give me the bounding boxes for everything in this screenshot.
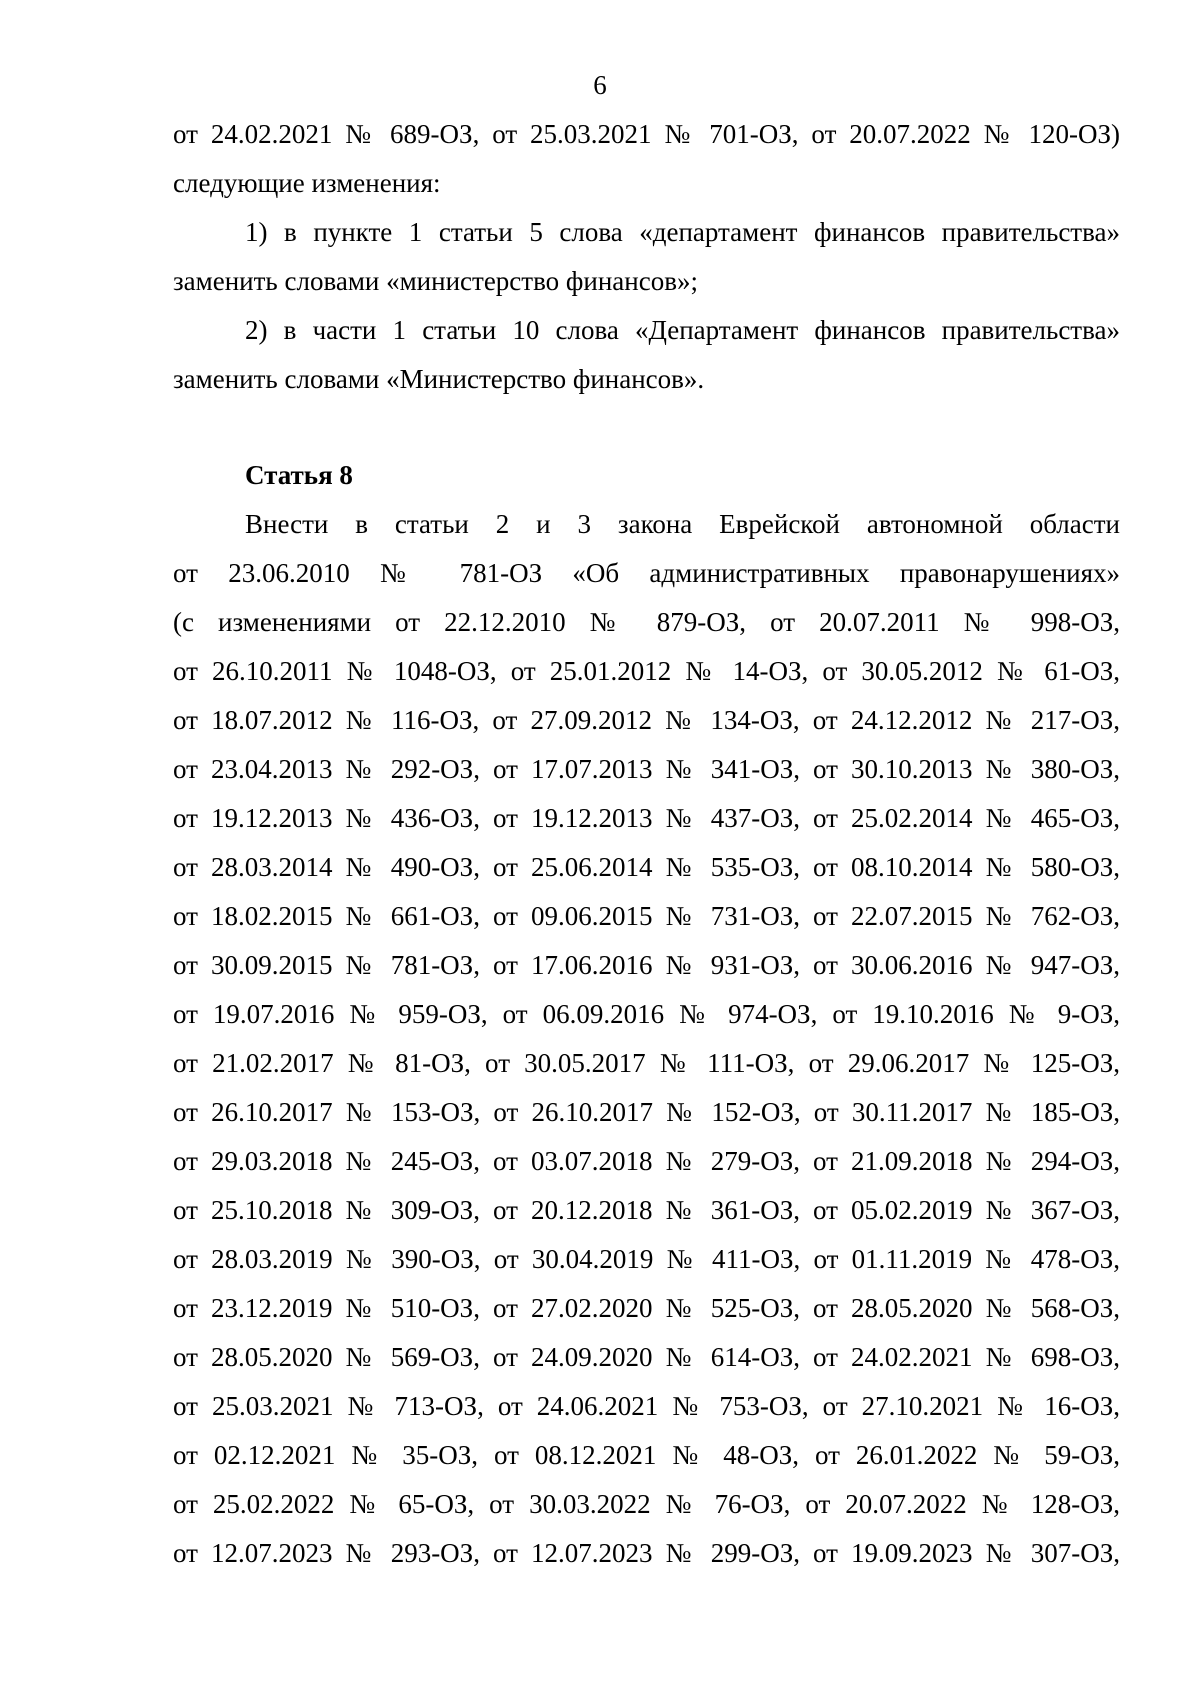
article-body [173,500,1120,1578]
page-number: 6 [593,70,607,100]
text-line: от 28.03.2014 № 490-ОЗ, от 25.06.2014 № 535-ОЗ, от 08.10.2014 № 580-ОЗ, [173,852,1120,882]
text-line: от 25.03.2021 № 713-ОЗ, от 24.06.2021 № 753-ОЗ, от 27.10.2021 № 16-ОЗ, [173,1391,1120,1421]
text-line: от 26.10.2011 № 1048-ОЗ, от 25.01.2012 № 14-ОЗ, от 30.05.2012 № 61-ОЗ, [173,656,1120,686]
paragraph-item-2 [173,306,1120,404]
text-line: заменить словами «Министерство финансов». [173,364,705,394]
text-line: Внести в статьи 2 и 3 закона Еврейской автономной области [245,509,1120,539]
text-line: от 19.12.2013 № 436-ОЗ, от 19.12.2013 № 437-ОЗ, от 25.02.2014 № 465-ОЗ, [173,803,1120,833]
text-line: от 18.02.2015 № 661-ОЗ, от 09.06.2015 № 731-ОЗ, от 22.07.2015 № 762-ОЗ, [173,901,1120,931]
text-line: от 26.10.2017 № 153-ОЗ, от 26.10.2017 № 152-ОЗ, от 30.11.2017 № 185-ОЗ, [173,1097,1120,1127]
text-line: заменить словами «министерство финансов»; [173,266,698,296]
text-line: 2) в части 1 статьи 10 слова «Департамент финансов правительства» [245,315,1120,345]
text-line: (с изменениями от 22.12.2010 № 879-ОЗ, от 20.07.2011 № 998-ОЗ, [173,607,1120,637]
paragraph-item-1 [173,208,1120,306]
text-line: следующие изменения: [173,168,441,198]
text-line: от 23.06.2010 № 781-ОЗ «Об административных правонарушениях» [173,558,1120,588]
text-line: 1) в пункте 1 статьи 5 слова «департамент финансов правительства» [245,217,1120,247]
text-line: от 25.02.2022 № 65-ОЗ, от 30.03.2022 № 76-ОЗ, от 20.07.2022 № 128-ОЗ, [173,1489,1120,1519]
text-line: от 12.07.2023 № 293-ОЗ, от 12.07.2023 № 299-ОЗ, от 19.09.2023 № 307-ОЗ, [173,1538,1120,1568]
section-spacer [173,404,1120,451]
text-line: от 28.03.2019 № 390-ОЗ, от 30.04.2019 № 411-ОЗ, от 01.11.2019 № 478-ОЗ, [173,1244,1120,1274]
text-line: от 23.04.2013 № 292-ОЗ, от 17.07.2013 № 341-ОЗ, от 30.10.2013 № 380-ОЗ, [173,754,1120,784]
text-line: от 18.07.2012 № 116-ОЗ, от 27.09.2012 № 134-ОЗ, от 24.12.2012 № 217-ОЗ, [173,705,1120,735]
text-line: от 23.12.2019 № 510-ОЗ, от 27.02.2020 № 525-ОЗ, от 28.05.2020 № 568-ОЗ, [173,1293,1120,1323]
text-line: от 24.02.2021 № 689-ОЗ, от 25.03.2021 № 701-ОЗ, от 20.07.2022 № 120-ОЗ) [173,119,1120,149]
text-line: от 29.03.2018 № 245-ОЗ, от 03.07.2018 № 279-ОЗ, от 21.09.2018 № 294-ОЗ, [173,1146,1120,1176]
text-line: от 30.09.2015 № 781-ОЗ, от 17.06.2016 № 931-ОЗ, от 30.06.2016 № 947-ОЗ, [173,950,1120,980]
text-line: от 02.12.2021 № 35-ОЗ, от 08.12.2021 № 48-ОЗ, от 26.01.2022 № 59-ОЗ, [173,1440,1120,1470]
text-line: от 28.05.2020 № 569-ОЗ, от 24.09.2020 № 614-ОЗ, от 24.02.2021 № 698-ОЗ, [173,1342,1120,1372]
document-body [173,110,1120,1578]
text-line: от 19.07.2016 № 959-ОЗ, от 06.09.2016 № 974-ОЗ, от 19.10.2016 № 9-ОЗ, [173,999,1120,1029]
text-line: от 25.10.2018 № 309-ОЗ, от 20.12.2018 № 361-ОЗ, от 05.02.2019 № 367-ОЗ, [173,1195,1120,1225]
article-heading: Статья 8 [245,460,353,490]
text-line: от 21.02.2017 № 81-ОЗ, от 30.05.2017 № 111-ОЗ, от 29.06.2017 № 125-ОЗ, [173,1048,1120,1078]
paragraph-amendment-list [173,110,1120,208]
